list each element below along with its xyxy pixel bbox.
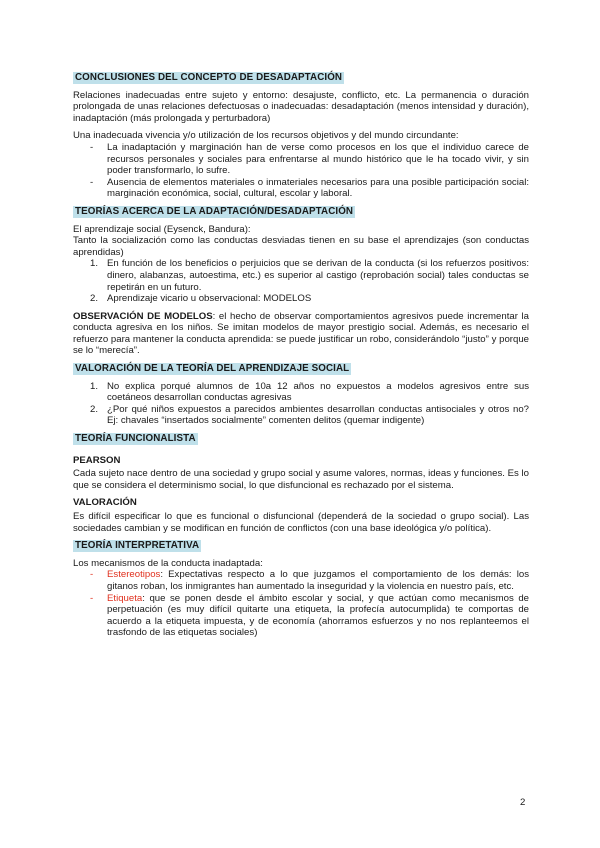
list-item: - Etiqueta: que se ponen desde el ámbito escolar y social, y que actúan como mecanismos de perpetuación (es muy difícil quitarte una etiqueta, la profecía autocumplida) te comportas de acuerdo a la etiqueta impuesta, y de economía (ahorramos esfuerzos y no nos replanteemos el trasfondo de las etiquetas sociales) — [90, 592, 529, 639]
section-heading-interpretativa: TEORÍA INTERPRETATIVA — [75, 540, 200, 552]
paragraph: Tanto la socialización como las conductas desviadas tienen en su base el aprendizajes (son conductas aprendidas) — [73, 235, 529, 258]
list-item: - La inadaptación y marginación han de verse como procesos en los que el individuo carece de recursos personales y sociales para enfrentarse al mundo histórico que le ha tocado vivir, y sin poder transformarlo, lo sufre. — [90, 141, 529, 177]
subheading-pearson: PEARSON — [73, 454, 121, 466]
paragraph: Relaciones inadecuadas entre sujeto y entorno: desajuste, conflicto, etc. La permanencia o duración prolongada de unas relaciones defectuosas o inadecuadas: desadaptación (menos intensidad y duración), inadaptación (más prolongada y perturbadora) — [73, 89, 529, 124]
list-item: 1. No explica porqué alumnos de 10a 12 años no expuestos a modelos agresivos entre sus coetáneos desarrollan conductas agresivas — [90, 380, 529, 404]
paragraph: Los mecanismos de la conducta inadaptada: — [73, 557, 263, 569]
term-observacion: OBSERVACIÓN DE MODELOS — [73, 310, 213, 322]
list-item: 2. ¿Por qué niños expuestos a parecidos ambientes desarrollan conductas antisociales y otros no? Ej: chavales “insertados socialmente” comenten delitos (quemar indigente) — [90, 403, 529, 427]
paragraph: Es difícil especificar lo que es funcional o disfuncional (dependerá de la sociedad o grupo social). Las sociedades cambian y se modifican en función de conflictos (con una base ideológica y/o política). — [73, 511, 529, 534]
section-heading-valoracion-aprendizaje: VALORACIÓN DE LA TEORÍA DEL APRENDIZAJE SOCIAL — [75, 363, 350, 375]
section-heading-conclusiones: CONCLUSIONES DEL CONCEPTO DE DESADAPTACIÓN — [75, 72, 343, 83]
dash-list — [73, 142, 529, 200]
paragraph: Cada sujeto nace dentro de una sociedad y grupo social y asume valores, normas, ideas y funciones. Es lo que se considera el determinismo social, lo que disfuncional es rechazado por el sistema. — [73, 468, 529, 491]
section-heading-funcionalista: TEORÍA FUNCIONALISTA — [75, 433, 196, 445]
numbered-list — [73, 258, 529, 304]
subheading-valoracion: VALORACIÓN — [73, 497, 137, 509]
list-item: - Ausencia de elementos materiales o inmateriales necesarios para una posible participación social: marginación económica, social, cultural, escolar y laboral. — [90, 176, 529, 200]
numbered-list — [73, 381, 529, 427]
list-item: - Estereotipos: Expectativas respecto a lo que juzgamos el comportamiento de los demás: los gitanos roban, los inmigrantes han aumentado la inseguridad y la violencia en nuestro país, etc. — [90, 569, 529, 592]
page-number: 2 — [520, 797, 526, 808]
list-item: 2. Aprendizaje vicario u observacional: MODELOS — [90, 293, 312, 305]
paragraph: El aprendizaje social (Eysenck, Bandura): — [73, 223, 251, 235]
term-etiqueta: Etiqueta — [107, 592, 143, 604]
paragraph-observacion: OBSERVACIÓN DE MODELOS: el hecho de observar comportamientos agresivos puede incrementar la conducta agresiva en los niños. Se imitan modelos de mayor prestigio social. Además, es necesario el refuerzo para mantener la conducta aprendida: se puede justificar un robo, considerándolo “justo” y porque se lo “merecía”. — [73, 310, 529, 357]
document-page — [73, 72, 529, 645]
list-item: 1. En función de los beneficios o perjuicios que se derivan de la conducta (si los refuerzos positivos: dinero, alabanzas, autoestima, etc.) es superior al castigo (reprobación social) tales conductas se repetirán en un futuro. — [90, 258, 529, 293]
dash-list — [73, 569, 529, 639]
paragraph: Una inadecuada vivencia y/o utilización de los recursos objetivos y del mundo circundante: — [73, 130, 459, 142]
section-heading-teorias: TEORÍAS ACERCA DE LA ADAPTACIÓN/DESADAPTACIÓN — [75, 205, 354, 217]
term-estereotipos: Estereotipos — [107, 569, 161, 581]
